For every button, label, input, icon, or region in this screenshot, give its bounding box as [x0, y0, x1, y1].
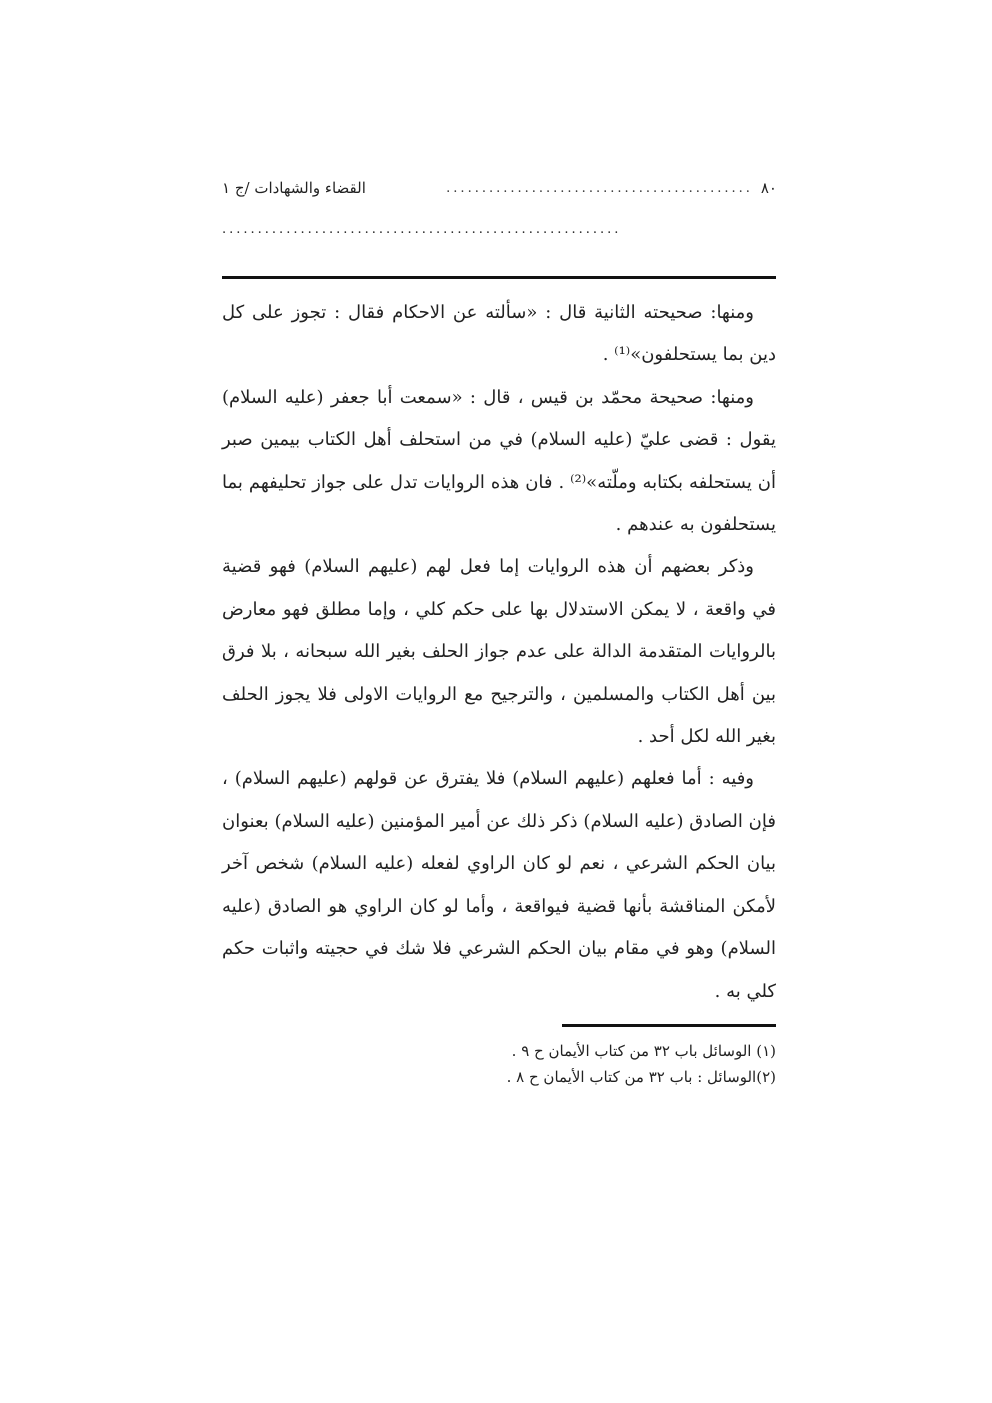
footnote: (٢)الوسائل : باب ٣٢ من كتاب الأيمان ح ٨ . — [506, 1068, 776, 1086]
book-title: القضاء والشهادات /ج ١ — [222, 179, 366, 197]
main-text — [222, 292, 776, 1013]
page-number: ٨٠ — [760, 179, 777, 197]
paragraph: وفيه : أما فعلهم (عليهم السلام) فلا يفترق عن قولهم (عليهم السلام) ، فإن الصادق (عليه السلام) ذكر ذلك عن أمير المؤمنين (عليه السلام) بعنوان بيان الحكم الشرعي ، نعم لو كان الراوي لفعله (عليه السلام) شخص آخر لأمكن المناقشة بأنها قضية فيواقعة ، وأما لو كان الراوي هو الصادق (عليه السلام) وهو في مقام بيان الحكم الشرعي فلا شك في حجيته واثبات حكم كلي به . — [222, 768, 776, 1002]
header-leader-dots: ........................................... — [446, 180, 753, 196]
header-rule — [222, 276, 776, 279]
paragraph: ومنها: صحيحته الثانية قال : «سألته عن الاحكام فقال : تجوز على كل دين بما يستحلفون»⁽¹⁾ . — [222, 302, 776, 366]
footnotes — [222, 1038, 776, 1090]
paragraph: وذكر بعضهم أن هذه الروايات إما فعل لهم (عليهم السلام) فهو قضية في واقعة ، لا يمكن الاستدلال بها على حكم كلي ، وإما مطلق فهو معارض بالروايات المتقدمة الدالة على عدم جواز الحلف بغير الله سبحانه ، بلا فرق بين أهل الكتاب والمسلمين ، والترجيح مع الروايات الاولى فلا يجوز الحلف بغير الله لكل أحد . — [222, 556, 776, 748]
dotted-separator: ........................................................ — [222, 222, 622, 237]
footnote: (١) الوسائل باب ٣٢ من كتاب الأيمان ح ٩ . — [511, 1042, 776, 1060]
footnote-rule — [562, 1024, 776, 1027]
paragraph: ومنها: صحيحة محمّد بن قيس ، قال : «سمعت أبا جعفر (عليه السلام) يقول : قضى عليّ (عليه السلام) في من استحلف أهل الكتاب بيمين صبر أن يستحلفه بكتابه وملّته»⁽²⁾ . فان هذه الروايات تدل على جواز تحليفهم بما يستحلفون به عندهم . — [222, 386, 776, 536]
running-header — [222, 176, 777, 200]
